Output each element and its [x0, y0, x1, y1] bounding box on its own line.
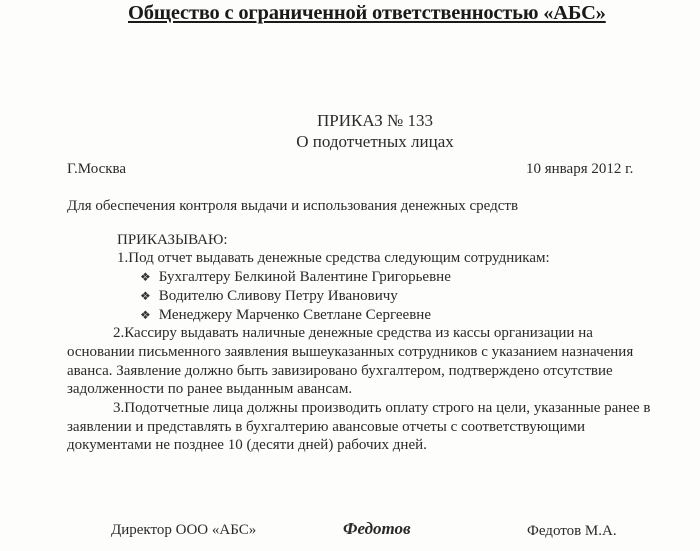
- decree-heading: ПРИКАЗЫВАЮ:: [117, 232, 228, 248]
- employee-list-item: [140, 287, 398, 305]
- signatory-name: Федотов М.А.: [527, 523, 617, 539]
- diamond-bullet-icon: ❖: [140, 308, 151, 322]
- signatory-position: Директор ООО «АБС»: [111, 522, 257, 538]
- order-date: 10 января 2012 г.: [526, 161, 634, 177]
- preamble: Для обеспечения контроля выдачи и использования денежных средств: [67, 198, 519, 214]
- item-3-line: заявлении и представлять в бухгалтерию авансовые отчеты с соответствующими: [67, 419, 586, 435]
- diamond-bullet-icon: ❖: [140, 289, 151, 303]
- employee-list-item: [140, 268, 451, 286]
- employee-name: Менеджеру Марченко Светлане Сергеевне: [158, 307, 431, 323]
- city: Г.Москва: [67, 161, 127, 177]
- handwritten-signature: Федотов: [343, 519, 411, 538]
- item-2-line: задолженности по ранее выданным авансам.: [67, 381, 353, 397]
- item-2-line: аванса. Заявление должно быть завизировано бухгалтером, подтверждено отсутствие: [67, 363, 613, 379]
- item-2-line: 2.Кассиру выдавать наличные денежные средства из кассы организации на: [113, 325, 593, 341]
- diamond-bullet-icon: ❖: [140, 270, 151, 284]
- employee-name: Бухгалтеру Белкиной Валентине Григорьевне: [158, 269, 451, 285]
- item-2-line: основании письменного заявления вышеуказанных сотрудников с указанием назначения: [67, 344, 634, 360]
- item-3-line: 3.Подотчетные лица должны производить оплату строго на цели, указанные ранее в: [113, 400, 651, 416]
- organization-header: Общество с ограниченной ответственностью «АБС»: [128, 2, 606, 24]
- employee-list-item: [140, 306, 431, 324]
- employee-name: Водителю Сливову Петру Ивановичу: [158, 288, 398, 304]
- order-subtitle: О подотчетных лицах: [296, 132, 454, 151]
- item-3-line: документами не позднее 10 (десяти дней) рабочих дней.: [67, 437, 427, 453]
- order-title: ПРИКАЗ № 133: [317, 111, 433, 130]
- item-1: 1.Под отчет выдавать денежные средства следующим сотрудникам:: [117, 250, 550, 266]
